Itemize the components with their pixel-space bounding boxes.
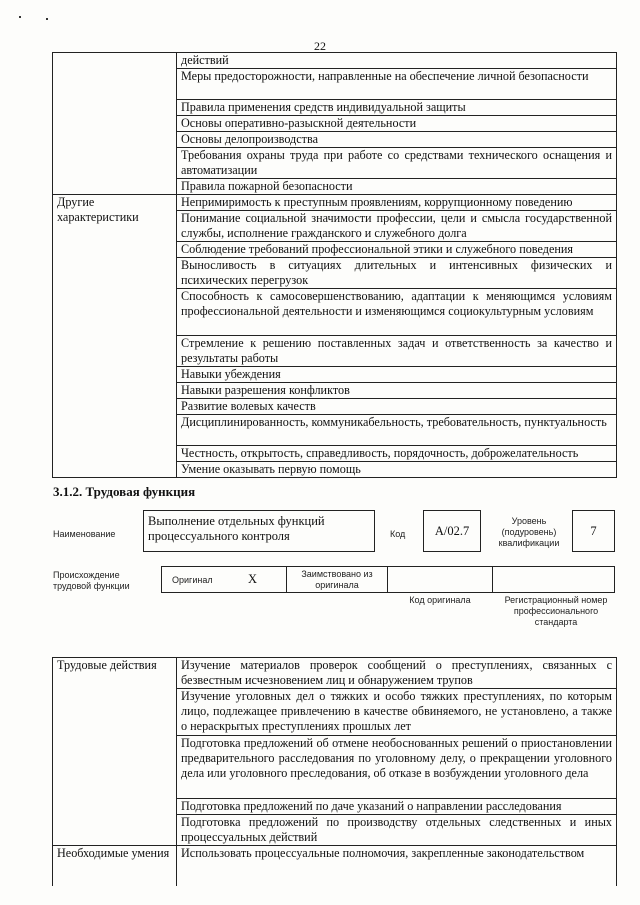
knowledge-row: Меры предосторожности, направленные на обеспечение личной безопасности [177,68,617,99]
labor-action-row: Подготовка предложений по даче указаний о направлении расследования [177,799,617,815]
characteristic-row: Честность, открытость, справедливость, порядочность, доброжелательность [177,445,617,461]
characteristic-row: Навыки разрешения конфликтов [177,382,617,398]
characteristic-row: Дисциплинированность, коммуникабельность, требовательность, пунктуальность [177,414,617,445]
knowledge-row: действий [177,53,617,69]
origin-label: Происхождение трудовой функции [53,570,130,591]
reg-number-label: Регистрационный номер профессионального стандарта [504,595,608,627]
labor-action-row: Изучение материалов проверок сообщений о преступлениях, связанных с безвестным исчезновением лиц и обнаружением трупов [177,658,617,689]
skills-label: Необходимые умения [53,846,177,886]
characteristic-row: Соблюдение требований профессиональной этики и служебного поведения [177,241,617,257]
borrowed-label: Заимствовано из оригинала [301,569,373,590]
knowledge-row: Основы оперативно-разыскной деятельности [177,115,617,131]
labor-action-row: Подготовка предложений по производству отдельных следственных и иных процессуальных действий [177,815,617,846]
page-number: 22 [314,39,326,53]
knowledge-row: Правила применения средств индивидуальной защиты [177,99,617,115]
original-code-label: Код оригинала [409,595,471,605]
original-mark: X [248,572,258,586]
section-heading: 3.1.2. Трудовая функция [53,484,196,499]
labor-actions-label: Трудовые действия [53,658,177,846]
scan-speck [19,16,21,18]
function-code: А/02.7 [434,524,470,538]
other-characteristics-label: Другие характеристики [53,194,177,477]
characteristic-row: Умение оказывать первую помощь [177,461,617,477]
knowledge-row: Требования охраны труда при работе со средствами технического оснащения и автоматизации [177,147,617,178]
competencies-table [52,52,617,478]
labor-action-row: Изучение уголовных дел о тяжких и особо тяжких преступлениях, по которым лицо, подлежащее привлечению в качестве обвиняемого, не установлено, а также о нераскрытых преступлениях прошлых лет [177,689,617,736]
scan-speck [46,18,48,20]
knowledge-row: Основы делопроизводства [177,131,617,147]
characteristic-row: Навыки убеждения [177,366,617,382]
function-name: Выполнение отдельных функций процессуального контроля [148,514,325,543]
name-label: Наименование [53,529,116,539]
characteristic-row: Способность к самосовершенствованию, адаптации к меняющимся условиям профессиональной деятельности и изменяющимся социокультурным условиям [177,288,617,335]
level-value: 7 [590,524,597,538]
characteristic-row: Стремление к решению поставленных задач и ответственность за качество и результаты работы [177,335,617,366]
left-cell-continued [53,53,177,195]
characteristic-row: Выносливость в ситуациях длительных и интенсивных физических и психических перегрузок [177,257,617,288]
labor-actions-table [52,657,617,886]
level-label: Уровень (подуровень) квалификации [498,516,560,548]
origin-box [161,566,615,593]
characteristic-row: Понимание социальной значимости профессии, цели и смысла государственной службы, исполнение гражданского и служебного долга [177,210,617,241]
skill-row: Использовать процессуальные полномочия, закрепленные законодательством [177,846,617,886]
code-label: Код [390,529,406,539]
characteristic-row: Непримиримость к преступным проявлениям, коррупционному поведению [177,194,617,210]
original-label: Оригинал [172,575,213,585]
labor-action-row: Подготовка предложений об отмене необоснованных решений о приостановлении предварительного расследования по уголовному делу, о прекращении уголовного дела или уголовного преследования, об отказе в возбуждении уголовного дела [177,736,617,799]
knowledge-row: Правила пожарной безопасности [177,178,617,194]
characteristic-row: Развитие волевых качеств [177,398,617,414]
